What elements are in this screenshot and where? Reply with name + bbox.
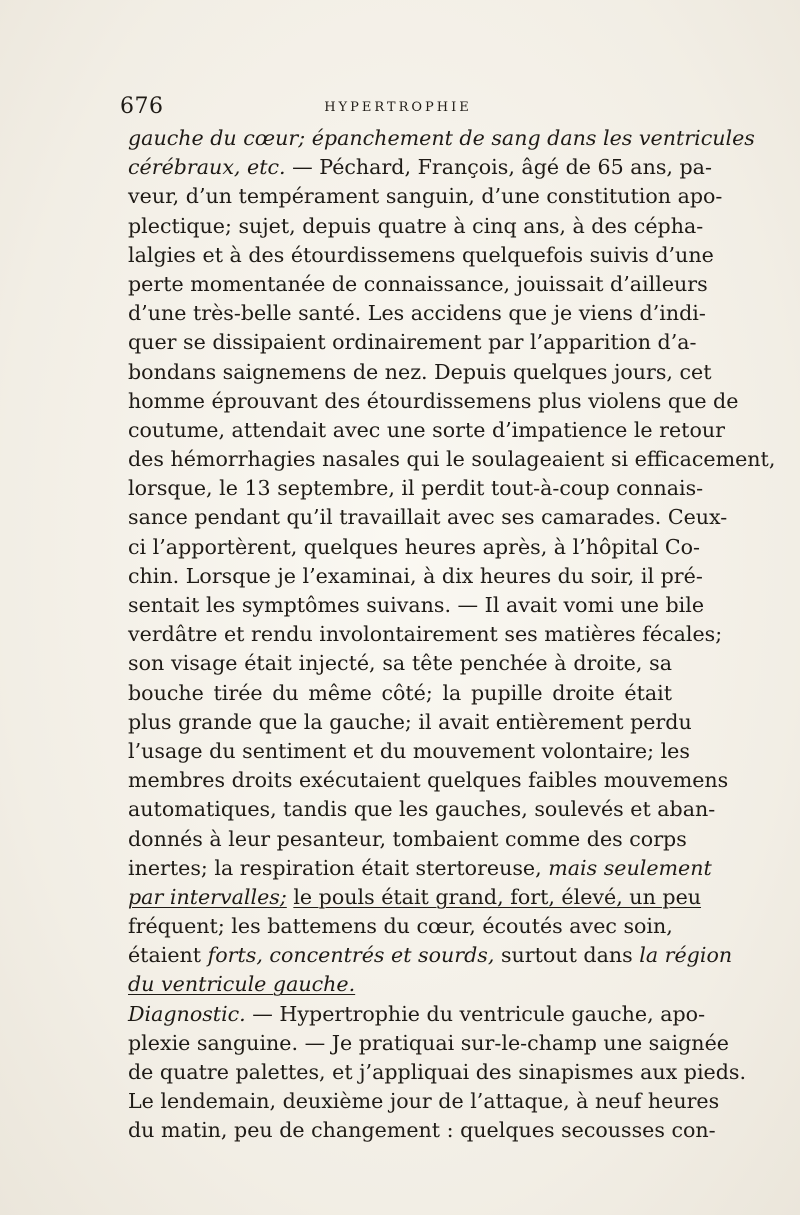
text-line (128, 445, 776, 474)
text-line (128, 941, 733, 970)
text-line (128, 562, 703, 591)
text-line (128, 766, 729, 795)
text-line (128, 620, 723, 649)
text-segment: le pouls était grand, fort, élevé, un peu (293, 884, 702, 909)
text-line (128, 970, 672, 999)
text-segment: lorsque, le 13 septembre, il perdit tout-à-coup connais- (128, 476, 704, 501)
text-line (128, 591, 705, 620)
text-line (128, 854, 712, 883)
text-segment: plexie sanguine. — Je pratiquai sur-le-champ une saignée (128, 1030, 729, 1055)
text-line (128, 416, 725, 445)
text-line (128, 912, 672, 941)
text-segment: étaient (128, 943, 208, 968)
running-title: HYPERTROPHIE (324, 100, 472, 115)
text-line (128, 533, 700, 562)
text-segment: la région (639, 943, 733, 968)
text-line (128, 708, 692, 737)
text-segment: inertes; la respiration était stertoreuse, (128, 855, 549, 880)
text-line (128, 474, 704, 503)
text-segment: homme éprouvant des étourdissemens plus violens que de (128, 388, 739, 413)
text-segment: — Péchard, François, âgé de 65 ans, pa- (285, 155, 712, 180)
text-segment: lalgies et à des étourdissemens quelquefois suivis d’une (128, 242, 714, 267)
text-segment: ci l’apportèrent, quelques heures après, à l’hôpital Co- (128, 534, 700, 559)
text-segment: fréquent; les battemens du cœur, écoutés avec soin, (128, 914, 673, 939)
text-segment: gauche du cœur; épanchement de sang dans les ventricules (128, 126, 755, 150)
text-segment: forts, concentrés et sourds, (207, 943, 495, 968)
text-line (128, 1029, 729, 1058)
text-segment: donnés à leur pesanteur, tombaient comme des corps (128, 826, 687, 851)
text-segment: bouche tirée du même côté; la pupille droite était (128, 680, 672, 705)
text-segment: l’usage du sentiment et du mouvement volontaire; les (128, 738, 690, 763)
text-line (128, 212, 704, 241)
text-segment: quer se dissipaient ordinairement par l’apparition d’a- (128, 330, 697, 355)
text-segment: chin. Lorsque je l’examinai, à dix heures du soir, il pré- (128, 563, 703, 588)
text-line (128, 679, 672, 708)
text-segment: du ventricule gauche. (128, 972, 356, 997)
text-line (128, 649, 672, 678)
text-segment: cérébraux, etc. (128, 155, 286, 180)
text-segment: plus grande que la gauche; il avait entièrement perdu (128, 709, 692, 734)
text-line (128, 795, 716, 824)
text-segment: coutume, attendait avec une sorte d’impatience le retour (128, 417, 725, 442)
text-segment: Diagnostic. (128, 1001, 246, 1026)
text-segment: bondans saignemens de nez. Depuis quelques jours, cet (128, 359, 712, 384)
text-segment: mais seulement (548, 855, 712, 880)
text-line (128, 153, 712, 182)
text-segment: des hémorrhagies nasales qui le soulageaient si efficacement, (128, 447, 776, 472)
text-segment: Le lendemain, deuxième jour de l’attaque, à neuf heures (128, 1089, 720, 1114)
text-line (128, 883, 702, 912)
text-segment: surtout dans (494, 943, 640, 968)
text-segment: par intervalles; (128, 884, 287, 909)
text-segment: verdâtre et rendu involontairement ses matières fécales; (128, 622, 723, 647)
text-segment: plectique; sujet, depuis quatre à cinq ans, à des cépha- (128, 213, 704, 238)
text-line (128, 387, 739, 416)
text-line (128, 503, 728, 532)
text-line (128, 358, 712, 387)
text-segment: son visage était injecté, sa tête penchée à droite, sa (128, 651, 672, 676)
text-line (128, 1087, 720, 1116)
text-segment: veur, d’un tempérament sanguin, d’une constitution apo- (128, 184, 723, 209)
text-segment: automatiques, tandis que les gauches, soulevés et aban- (128, 797, 716, 822)
text-segment: membres droits exécutaient quelques faibles mouvemens (128, 768, 729, 793)
text-line (128, 1058, 747, 1087)
body-text (128, 124, 776, 1146)
text-segment: — Hypertrophie du ventricule gauche, apo- (245, 1001, 706, 1026)
text-line (128, 270, 708, 299)
text-line (128, 299, 706, 328)
text-line (128, 328, 697, 357)
text-line (128, 1000, 706, 1029)
text-segment: de quatre palettes, et j’appliquai des sinapismes aux pieds. (128, 1060, 747, 1084)
text-line (128, 124, 755, 153)
text-segment: d’une très-belle santé. Les accidens que je viens d’indi- (128, 301, 706, 326)
text-segment: sance pendant qu’il travaillait avec ses camarades. Ceux- (128, 505, 728, 530)
page-header (118, 92, 678, 122)
page-number: 676 (120, 94, 164, 119)
text-line (128, 737, 690, 766)
text-segment: perte momentanée de connaissance, jouissait d’ailleurs (128, 271, 708, 296)
text-segment: du matin, peu de changement : quelques secousses con- (128, 1118, 716, 1143)
text-line (128, 825, 687, 854)
text-line (128, 241, 714, 270)
text-line (128, 1116, 716, 1145)
text-segment: sentait les symptômes suivans. — Il avait vomi une bile (128, 593, 705, 617)
text-line (128, 182, 723, 211)
